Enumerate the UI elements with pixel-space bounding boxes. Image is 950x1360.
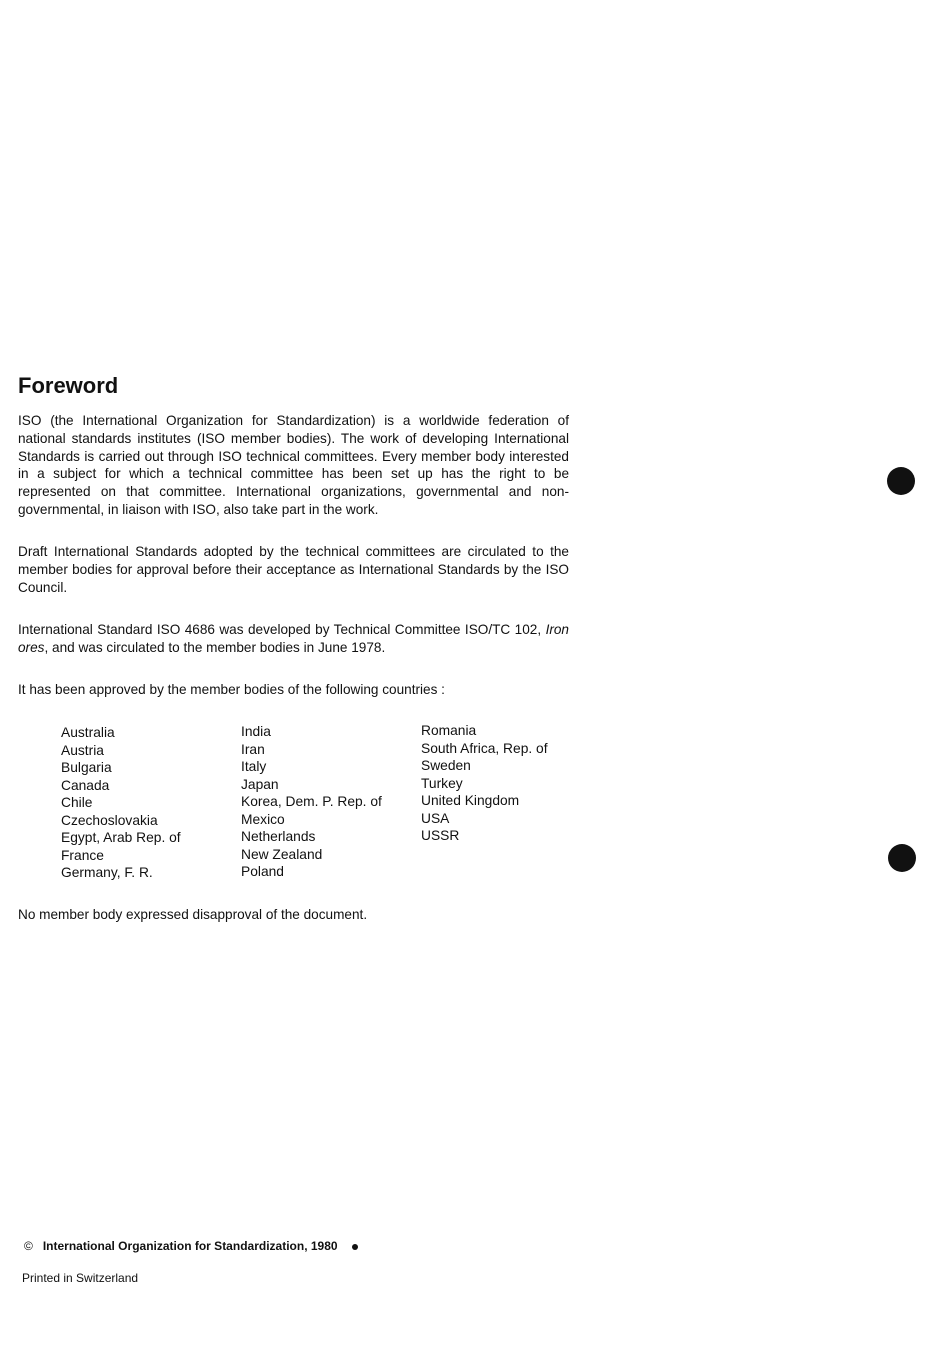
country-item: Italy [241, 759, 267, 774]
country-item: New Zealand [241, 846, 323, 862]
country-item: Romania [421, 723, 477, 738]
foreword-paragraph-iso-intro: ISO (the International Organization for Standardization) is a worldwide federation of national standards institutes (ISO member bodies). The work of developing International Standards is carried out through ISO technical committees. Every member body interested in a subject for which a technical committee has been set up has the right to be represented on that committee. International organizations, governmental and non-governmental, in liaison with ISO, also take part in the work. [18, 413, 569, 517]
country-item: Sweden [421, 758, 471, 773]
country-item: Canada [61, 777, 110, 793]
country-list-column-1 [61, 724, 181, 882]
foreword-paragraph-approval: It has been approved by the member bodies of the following countries : [18, 682, 445, 697]
country-item: Austria [61, 742, 104, 758]
committee-name: Iron ores [18, 622, 569, 655]
foreword-paragraph-standard-origin [18, 621, 569, 657]
country-item: Chile [61, 795, 93, 810]
country-item: France [61, 847, 104, 863]
copyright-text: International Organization for Standardization, 1980 [42, 1239, 338, 1253]
margin-dot-icon [888, 844, 916, 872]
country-item: Iran [241, 741, 265, 757]
circulation-text: , and was circulated to the member bodies in June 1978. [44, 639, 386, 655]
country-item: USSR [421, 828, 460, 843]
country-list-column-2 [241, 723, 382, 881]
country-item: Poland [241, 864, 284, 879]
country-item: Turkey [421, 775, 463, 791]
printed-location: Printed in Switzerland [22, 1271, 139, 1285]
page-title: Foreword [18, 373, 119, 398]
country-item: Egypt, Arab Rep. of [61, 830, 181, 845]
country-item: Korea, Dem. P. Rep. of [241, 794, 382, 809]
country-item: Japan [241, 776, 279, 792]
copyright-line [24, 1238, 358, 1254]
country-item: United Kingdom [421, 793, 520, 808]
country-item: Australia [61, 725, 115, 740]
standard-origin-text: International Standard ISO 4686 was developed by Technical Committee ISO/TC 102, [18, 622, 546, 637]
bullet-dot-icon [352, 1244, 358, 1250]
foreword-paragraph-no-disapproval: No member body expressed disapproval of the document. [18, 907, 368, 922]
country-item: Czechoslovakia [61, 812, 158, 828]
country-item: India [241, 724, 271, 739]
country-item: Mexico [241, 811, 285, 827]
country-list-column-3 [421, 722, 548, 845]
foreword-paragraph-draft-standards: Draft International Standards adopted by the technical committees are circulated to the member bodies for approval before their acceptance as International Standards by the ISO Council. [18, 544, 569, 595]
country-item: Netherlands [241, 829, 316, 844]
margin-dot-icon [887, 467, 915, 495]
country-item: Germany, F. R. [61, 865, 153, 880]
country-item: USA [421, 810, 450, 826]
copyright-icon: © [24, 1239, 33, 1253]
country-item: Bulgaria [61, 760, 112, 775]
country-item: South Africa, Rep. of [421, 740, 548, 756]
